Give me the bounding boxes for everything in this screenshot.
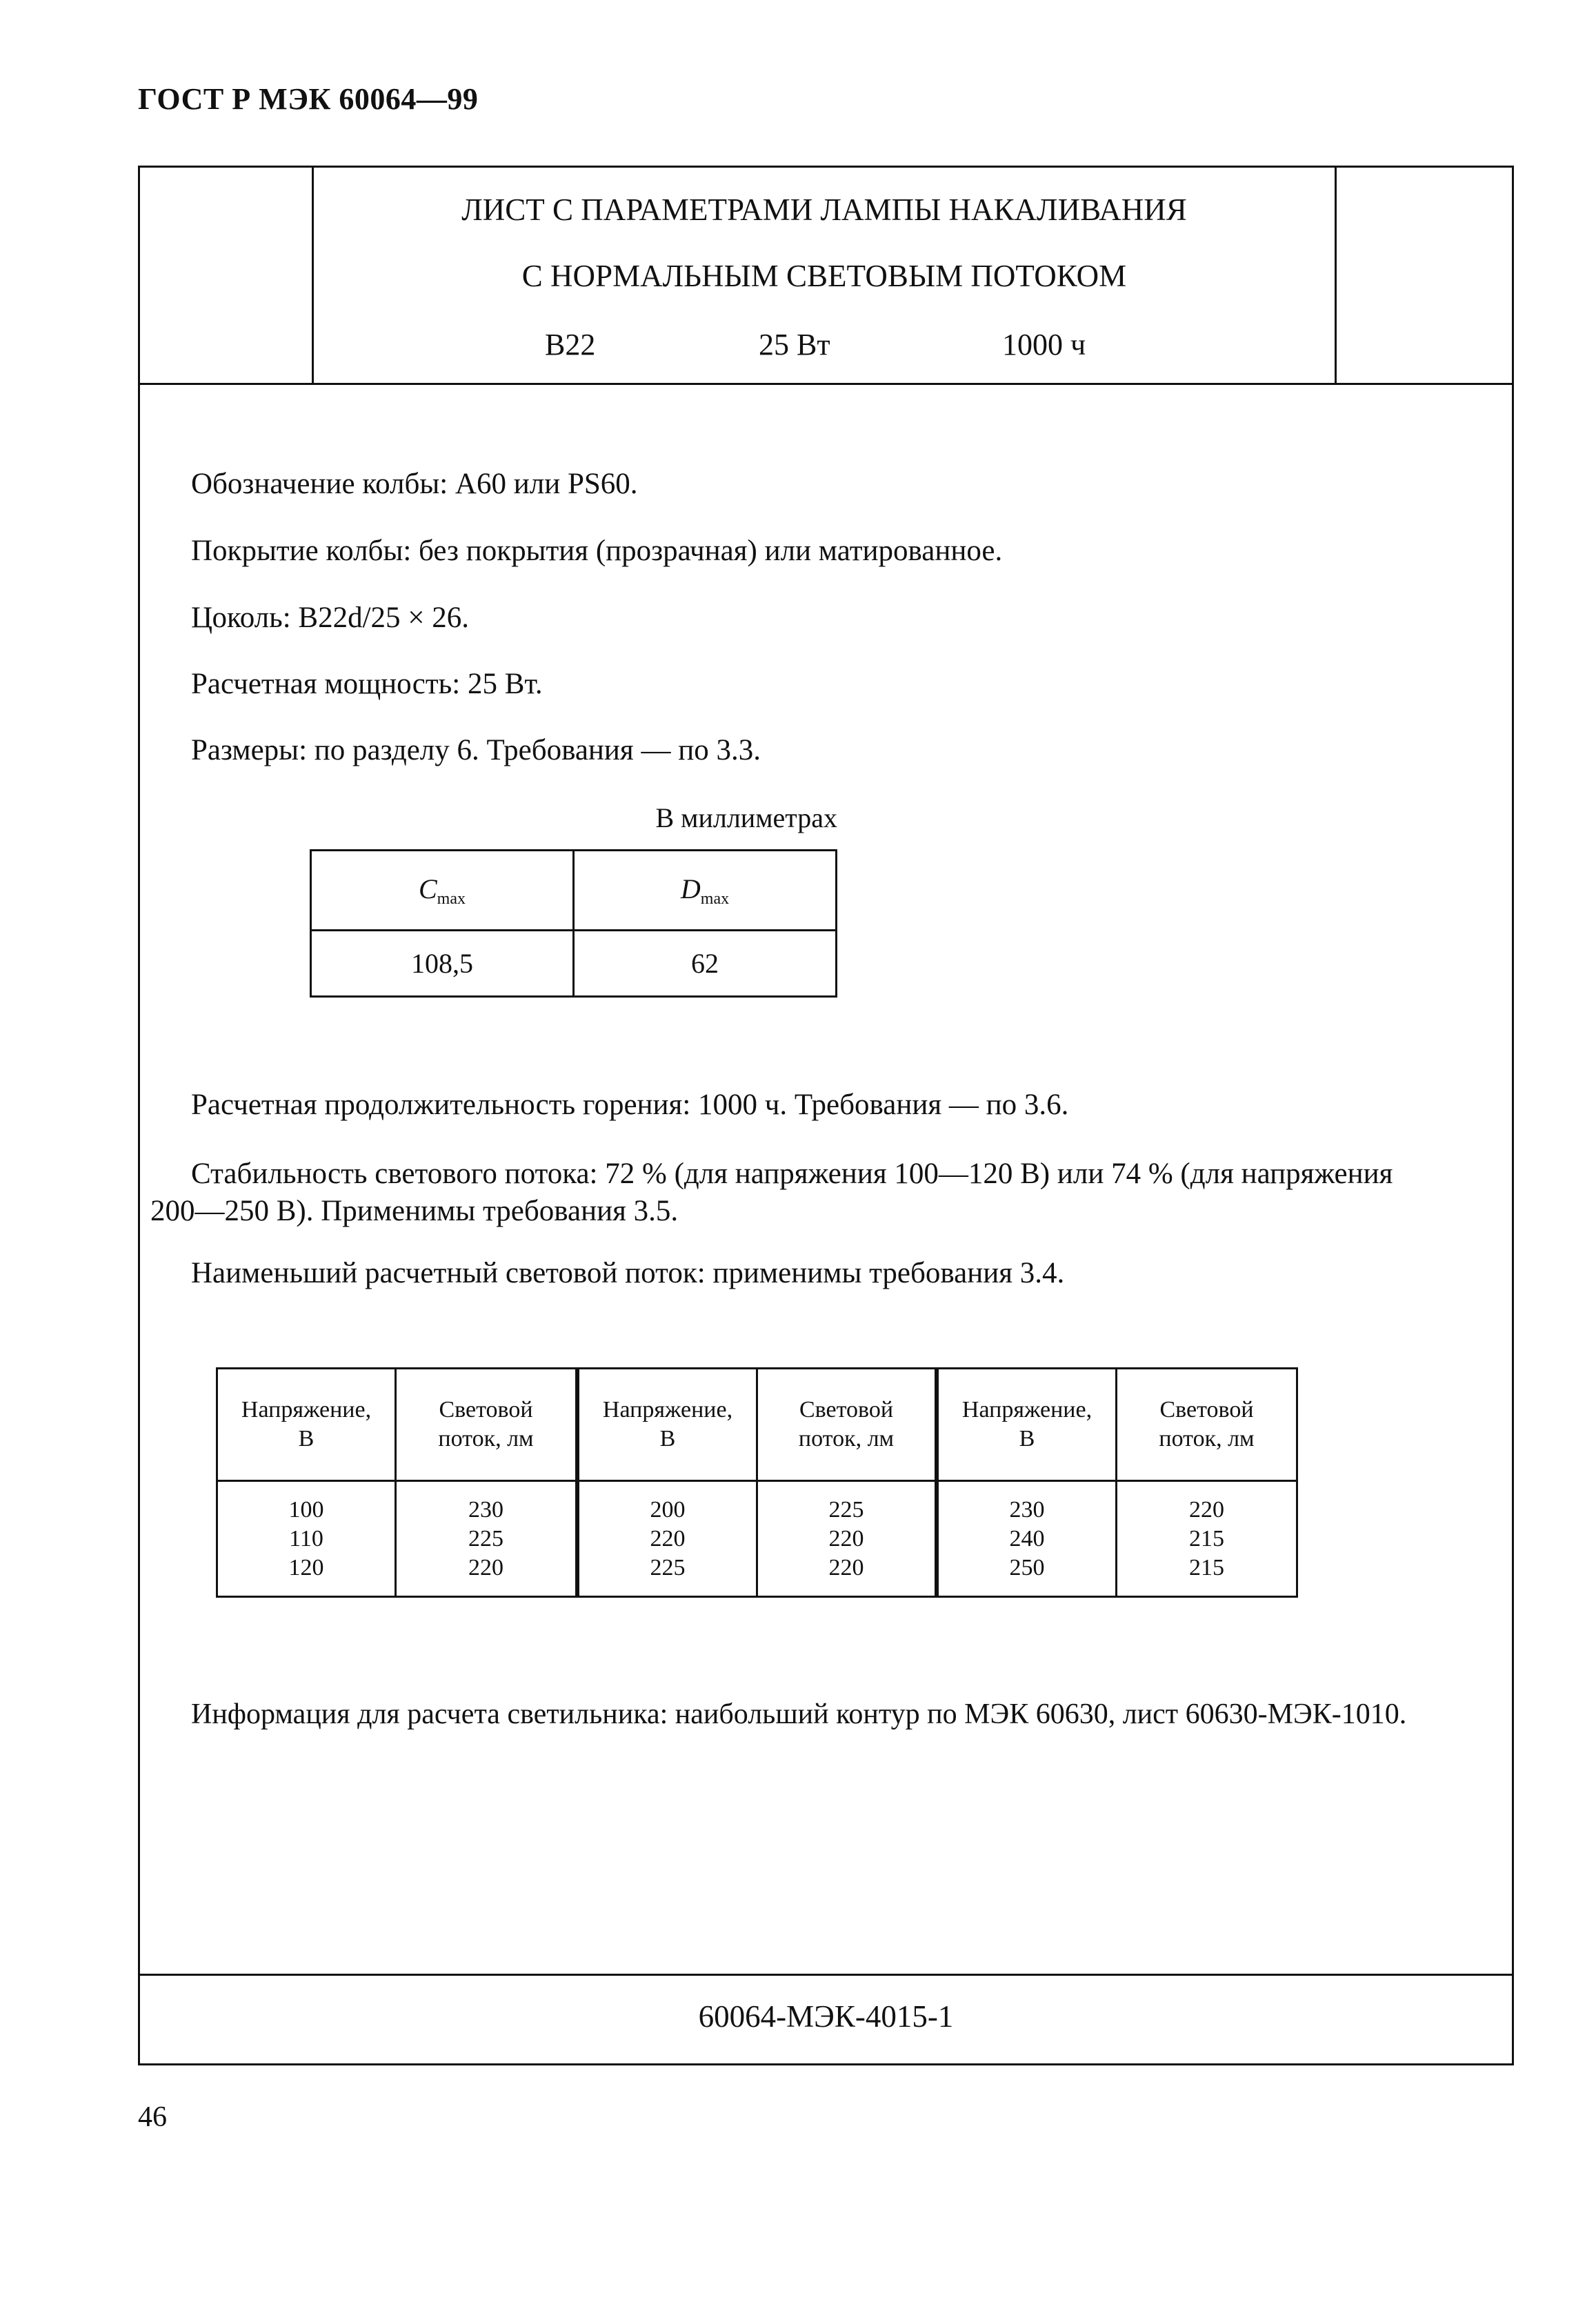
table-cell: 220 [1189,1496,1224,1523]
dims-units-label: В миллиметрах [655,802,837,833]
flux-header-voltage-3 [937,1369,1117,1481]
d-symbol: D [680,873,701,904]
c-symbol: C [418,873,437,904]
flux-column-voltage-1 [217,1481,396,1597]
header-text: поток, лм [798,1426,895,1451]
header-text: поток, лм [1159,1426,1255,1451]
flux-table [216,1367,1298,1598]
para-maintenance-line2: 200—250 В). Применимы требования 3.5. [150,1195,679,1227]
flux-header-flux-2 [757,1369,937,1481]
header-text: Световой [1159,1397,1254,1422]
table-cell: 250 [1009,1554,1045,1580]
dims-header-d [574,851,837,931]
table-cell: 220 [828,1554,864,1580]
para-coating: Покрытие колбы: без покрытия (прозрачная) или матированное. [191,535,1003,567]
para-min-flux: Наименьший расчетный световой поток: применимы требования 3.4. [191,1257,1065,1289]
table-cell: 225 [828,1496,864,1523]
header-text: Световой [439,1397,533,1422]
para-maintenance-line1: Стабильность светового потока: 72 % (для напряжения 100—120 В) или 74 % (для напряжения [191,1158,1393,1190]
header-text: поток, лм [438,1426,534,1451]
table-cell: 220 [468,1554,503,1580]
sheet-code: 60064-МЭК-4015-1 [698,1999,954,2034]
header-text: Световой [799,1397,894,1422]
document-header: ГОСТ Р МЭК 60064—99 [138,82,479,116]
flux-header-flux-1 [396,1369,578,1481]
flux-header-flux-3 [1117,1369,1297,1481]
flux-column-voltage-3 [937,1481,1117,1597]
d-subscript: max [700,889,730,908]
footer-top-rule [138,1974,1514,1976]
flux-column-voltage-2 [577,1481,757,1597]
c-subscript: max [437,889,466,908]
header-text: В [1019,1426,1035,1451]
table-cell: 215 [1189,1554,1224,1580]
header-text: Напряжение, [602,1397,733,1422]
dims-header-c [311,851,574,931]
sheet-title-line1: ЛИСТ С ПАРАМЕТРАМИ ЛАМПЫ НАКАЛИВАНИЯ [461,192,1187,227]
sheet-title-line2: С НОРМАЛЬНЫМ СВЕТОВЫМ ПОТОКОМ [521,259,1127,293]
page-number: 46 [138,2101,167,2133]
para-life: Расчетная продолжительность горения: 1000 ч. Требования — по 3.6. [191,1089,1069,1121]
para-bulb: Обозначение колбы: А60 или PS60. [191,468,638,500]
table-cell: 230 [1009,1496,1045,1523]
table-cell: 110 [289,1525,323,1551]
flux-column-flux-3 [1117,1481,1297,1597]
title-right-divider [1335,166,1337,385]
table-cell: 225 [468,1525,503,1551]
dims-value-d: 62 [574,931,837,997]
spec-life: 1000 ч [1002,328,1086,361]
flux-header-voltage-1 [217,1369,396,1481]
spec-cap: В22 [545,328,596,361]
para-dimensions: Размеры: по разделу 6. Требования — по 3.3. [191,734,761,766]
title-bottom-rule [138,383,1514,385]
table-cell: 120 [288,1554,324,1580]
dims-table [310,849,837,998]
flux-column-flux-1 [396,1481,578,1597]
header-text: В [298,1426,315,1451]
table-cell: 220 [828,1525,864,1551]
header-text: Напряжение, [241,1397,372,1422]
table-cell: 220 [650,1525,686,1551]
header-text: В [659,1426,676,1451]
table-cell: 215 [1189,1525,1224,1551]
table-cell: 200 [650,1496,686,1523]
para-luminaire: Информация для расчета светильника: наибольший контур по МЭК 60630, лист 60630-МЭК-1010. [191,1698,1407,1730]
table-cell: 100 [288,1496,324,1523]
flux-column-flux-2 [757,1481,937,1597]
flux-header-voltage-2 [577,1369,757,1481]
para-base: Цоколь: В22d/25 × 26. [191,602,470,634]
dims-value-c: 108,5 [311,931,574,997]
table-cell: 230 [468,1496,503,1523]
header-text: Напряжение, [961,1397,1093,1422]
table-cell: 240 [1009,1525,1045,1551]
table-cell: 225 [650,1554,686,1580]
spec-power: 25 Вт [759,328,830,361]
para-power: Расчетная мощность: 25 Вт. [191,668,543,700]
